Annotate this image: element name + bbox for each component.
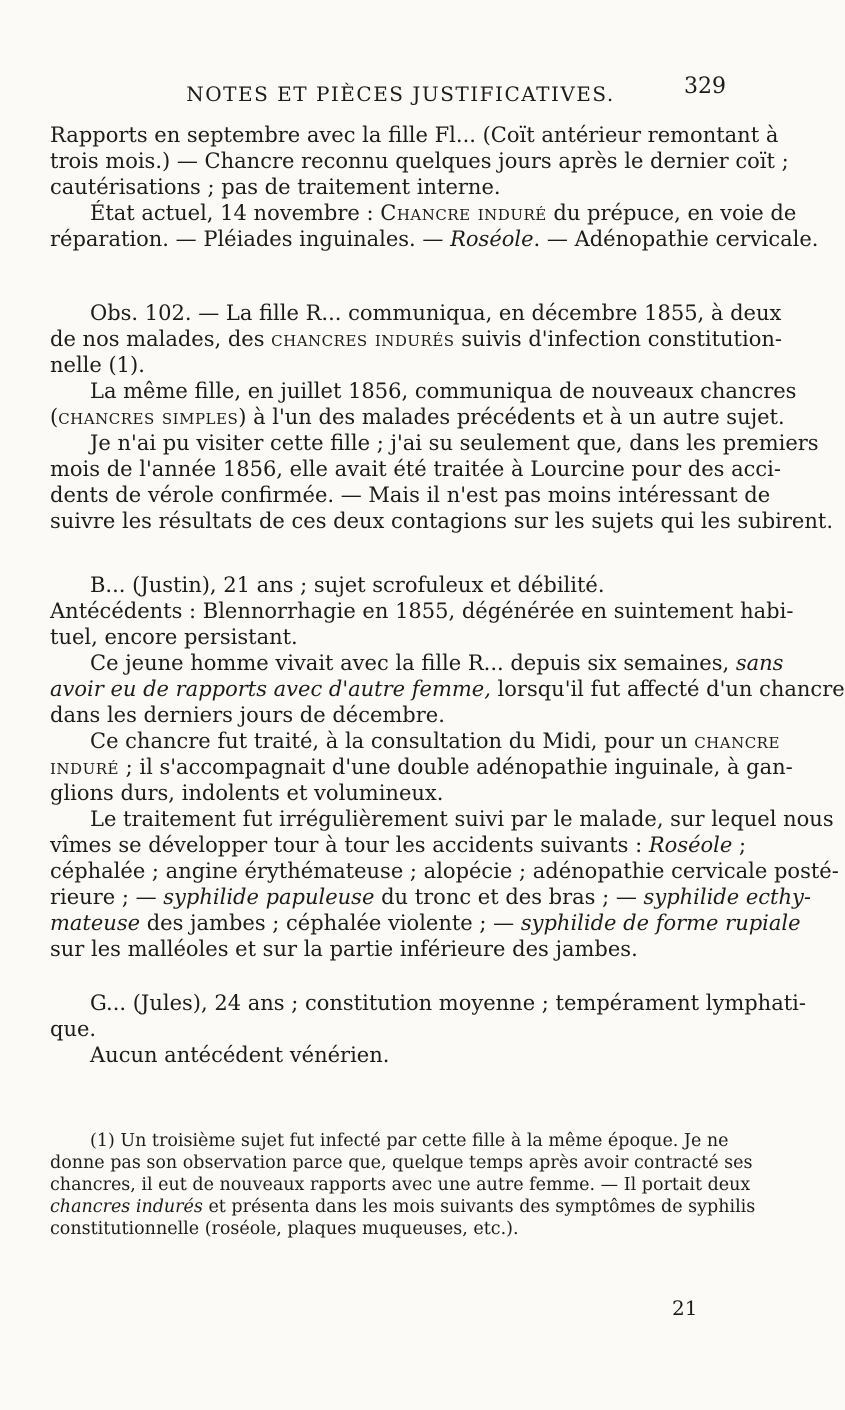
text-line: cautérisations ; pas de traitement interne.	[50, 175, 501, 199]
text-line: Je n'ai pu visiter cette fille ; j'ai su seulement que, dans les premiers	[90, 431, 819, 455]
case-heading: G... (Jules), 24 ans ; constitution moyenne ; tempérament lymphati-	[90, 991, 806, 1015]
text-line: Aucun antécédent vénérien.	[90, 1043, 390, 1067]
text-line: glions durs, indolents et volumineux.	[50, 781, 444, 805]
text-line: Ce chancre fut traité, à la consultation du Midi, pour un chancre	[90, 729, 780, 753]
text-line: de nos malades, des chancres indurés suivis d'infection constitution-	[50, 327, 782, 351]
text-line: Rapports en septembre avec la fille Fl... (Coït antérieur remontant à	[50, 123, 779, 147]
text-line: État actuel, 14 novembre : Chancre induré du prépuce, en voie de	[90, 201, 797, 225]
text-line: Ce jeune homme vivait avec la fille R... depuis six semaines, sans	[90, 651, 784, 675]
text-line: Antécédents : Blennorrhagie en 1855, dégénérée en suintement habi-	[50, 599, 794, 623]
text-line: tuel, encore persistant.	[50, 625, 298, 649]
text-line: réparation. — Pléiades inguinales. — Roséole. — Adénopathie cervicale.	[50, 227, 819, 251]
text-line: dans les derniers jours de décembre.	[50, 703, 445, 727]
text-line: que.	[50, 1017, 97, 1041]
text-line: suivre les résultats de ces deux contagions sur les sujets qui les subirent.	[50, 509, 833, 533]
footnote-line: chancres, il eut de nouveaux rapports avec une autre femme. — Il portait deux	[50, 1175, 751, 1195]
text-line: nelle (1).	[50, 353, 145, 377]
text-line: induré ; il s'accompagnait d'une double adénopathie inguinale, à gan-	[50, 755, 793, 779]
text-line: sur les malléoles et sur la partie inférieure des jambes.	[50, 937, 638, 961]
text-line: dents de vérole confirmée. — Mais il n'est pas moins intéressant de	[50, 483, 771, 507]
text-line: Le traitement fut irrégulièrement suivi par le malade, sur lequel nous	[90, 807, 834, 831]
text-line: céphalée ; angine érythémateuse ; alopécie ; adénopathie cervicale posté-	[50, 859, 839, 883]
running-header: NOTES ET PIÈCES JUSTIFICATIVES.	[186, 82, 615, 106]
footnote-line: donne pas son observation parce que, quelque temps après avoir contracté ses	[50, 1153, 753, 1173]
signature-mark: 21	[672, 1296, 698, 1320]
page-number: 329	[684, 74, 726, 99]
observation-heading: Obs. 102. — La fille R... communiqua, en décembre 1855, à deux	[90, 301, 782, 325]
footnote-line: (1) Un troisième sujet fut infecté par cette fille à la même époque. Je ne	[90, 1131, 729, 1151]
text-line: (chancres simples) à l'un des malades précédents et à un autre sujet.	[50, 405, 785, 429]
text-line: mateuse des jambes ; céphalée violente ; — syphilide de forme rupiale	[50, 911, 801, 935]
text-line: vîmes se développer tour à tour les accidents suivants : Roséole ;	[50, 833, 747, 857]
text-line: mois de l'année 1856, elle avait été traitée à Lourcine pour des acci-	[50, 457, 781, 481]
case-heading: B... (Justin), 21 ans ; sujet scrofuleux et débilité.	[90, 573, 605, 597]
text-line: rieure ; — syphilide papuleuse du tronc et des bras ; — syphilide ecthy-	[50, 885, 811, 909]
text-line: trois mois.) — Chancre reconnu quelques jours après le dernier coït ;	[50, 149, 789, 173]
footnote-line: constitutionnelle (roséole, plaques muqueuses, etc.).	[50, 1219, 519, 1239]
footnote-line: chancres indurés et présenta dans les mois suivants des symptômes de syphilis	[50, 1197, 756, 1217]
text-line: avoir eu de rapports avec d'autre femme, lorsqu'il fut affecté d'un chancre	[50, 677, 845, 701]
text-line: La même fille, en juillet 1856, communiqua de nouveaux chancres	[90, 379, 797, 403]
